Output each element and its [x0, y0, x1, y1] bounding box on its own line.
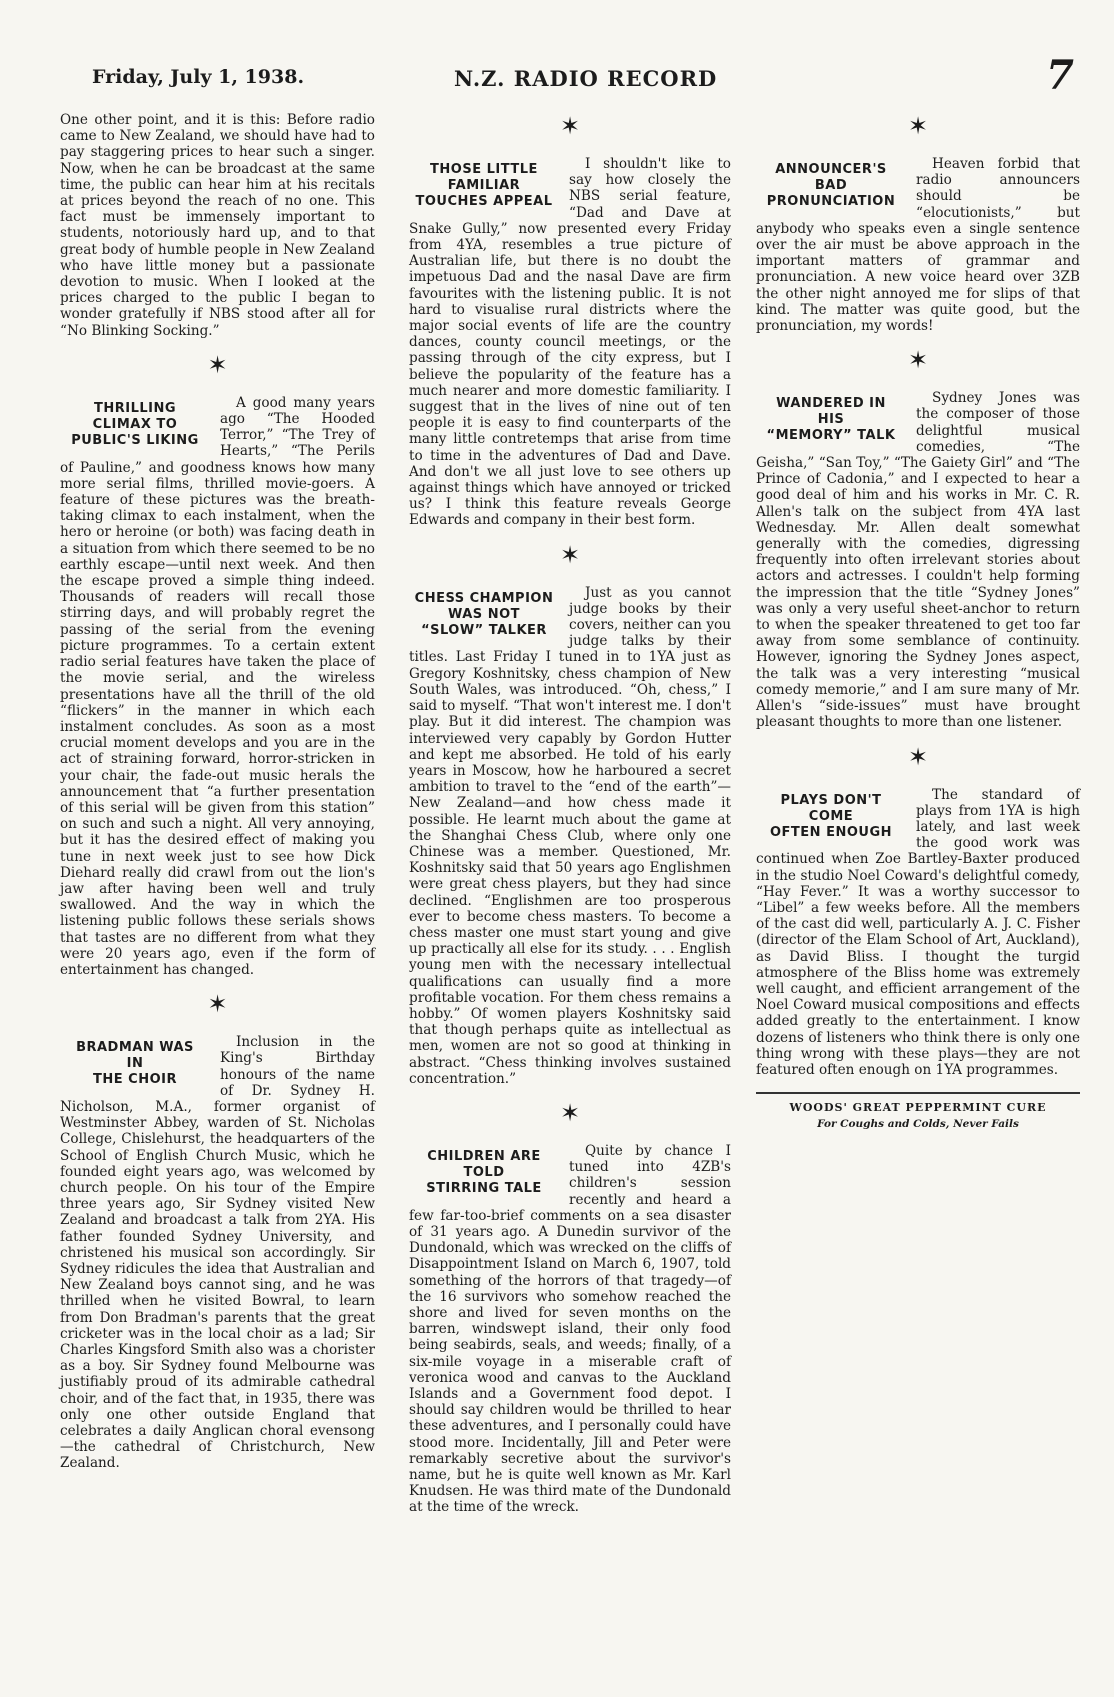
column-1 — [60, 112, 375, 1472]
issue-date: Friday, July 1, 1938. — [92, 66, 305, 88]
side-heading: WANDERED IN HIS “MEMORY” TALK — [766, 396, 896, 444]
star-divider-icon: ✶ — [559, 1098, 581, 1127]
article-body: One other point, and it is this: Before radio came to New Zealand, we should have had to pay staggering prices to hear such a singer. Now, when he can be broadcast at the same time, the public can hear him at his recitals at prices beyond the reach of no one. This fact must be immensely important to students, notoriously hard up, and to that great body of humble people in New Zealand who have little money but a passionate devotion to music. When I looked at the prices charged to the public I began to wonder gratefully if NBS stood after all for “No Blinking Socking.” — [60, 112, 375, 339]
star-divider-icon: ✶ — [907, 112, 929, 140]
article-announcer — [756, 156, 1080, 334]
column-3 — [756, 112, 1080, 1133]
star-divider-icon: ✶ — [207, 350, 228, 379]
publication-title: N.Z. RADIO RECORD — [454, 66, 718, 91]
article-dad-and-dave — [409, 156, 731, 529]
article-body: Heaven forbid that radio announcers should be “elocutionists,” but anybody who speaks even a single sentence over the air must be above approach in the important matters of grammar and pronunciation. A new voice heard over 3ZB the other night annoyed me for slips of that kind. The matter was quite good, but the pronunciation, my words! — [756, 156, 1080, 335]
column-2 — [409, 112, 731, 1516]
article-body: Sydney Jones was the composer of those delightful musical comedies, “The Geisha,” “San Toy,” “The Gaiety Girl” and “The Prince of Cadonia,” and I expected to hear a good deal of him and his works in Mr. C. R. Allen's talk on the subject from 4YA last Wednesday. Mr. Allen dealt somewhat generally with the comedies, digressing frequently into often irrelevant stories about actors and actresses. I couldn't help forming the impression that the title “Sydney Jones” was only a very useful sheet-anchor to return to when the speaker threatened to get too far away from some semblance of continuity. However, ignoring the Sydney Jones aspect, the talk was a very interesting “musical comedy memorie,” and I am sure many of Mr. Allen's “side-issues” must have brought pleasant thoughts to more than one listener. — [756, 390, 1080, 731]
star-divider-icon: ✶ — [559, 540, 581, 569]
article-body: Inclusion in the King's Birthday honours of the name of Dr. Sydney H. Nicholson, M.A., former organist of Westminster Abbey, warden of St. Nicholas College, Chislehurst, the headquarters of the School of English Church Music, which he founded eight years ago, was welcomed by church people. On his tour of the Empire three years ago, Sir Sydney visited New Zealand and broadcast a talk from 2YA. His father founded Sydney University, and christened his musical son accordingly. Sir Sydney ridicules the idea that Australian and New Zealand boys cannot sing, and he was thrilled when he visited Bowral, to learn from Don Bradman's parents that the great cricketer was in the local choir as a lad; Sir Charles Kingsford Smith also was a chorister as a boy. Sir Sydney found Melbourne was justifiably proud of its admirable cathedral choir, and of the fact that, in 1935, there was only one other outside England that celebrates a daily Anglican choral evensong—the cathedral of Christchurch, New Zealand. — [60, 1034, 375, 1472]
article-body: Quite by chance I tuned into 4ZB's children's session recently and heard a few far-too-brief comments on a sea disaster of 31 years ago. A Dunedin survivor of the Dundonald, which was wrecked on the cliffs of Disappointment Island on March 6, 1907, told something of the horrors of that tragedy—of the 16 survivors who somehow reached the shore and lived for seven months on the barren, windswept island, their only food being seabirds, seals, and weeds; finally, of a six-mile voyage in a miserable craft of veronica wood and canvas to the Auckland Islands and a Government food depot. I should say children would be thrilled to hear these adventures, and I personally could have stood more. Incidentally, Jill and Peter were remarkably secretive about the survivor's name, but he is quite well known as Mr. Karl Knudsen. He was third mate of the Dundonald at the time of the wreck. — [409, 1142, 731, 1516]
article-dundonald — [409, 1143, 731, 1516]
advert-tagline: For Coughs and Colds, Never Fails — [817, 1118, 1019, 1131]
article-body: The standard of plays from 1YA is high lately, and last week the good work was continued when Zoe Bartley-Baxter produced in the studio Noel Coward's delightful comedy, “Hay Fever.” It was a worthy successor to “Libel” a few weeks before. All the members of the cast did well, particularly A. J. C. Fisher (director of the Elam School of Art, Auckland), as David Bliss. I thought the turgid atmosphere of the Bliss home was extremely well caught, and efficient arrangement of the Noel Coward musical compositions and effects added greatly to the entertainment. I know dozens of listeners who think there is only one thing wrong with these plays—they are not featured often enough on 1YA programmes. — [756, 786, 1080, 1078]
article-body: A good many years ago “The Hooded Terror,” “The Trey of Hearts,” “The Perils of Pauline,” and goodness knows how many more serial films, thrilled movie-goers. A feature of these pictures was the breath-taking climax to each instalment, when the hero or heroine (or both) was facing death in a situation from which there seemed to be no earthly escape—until next week. And then the escape proved a simple thing indeed. Thousands of readers will recall those stirring days, and will probably regret the passing of the serial from the evening picture programmes. To a certain extent radio serial features have taken the place of the movie serial, and the wireless presentations have all the thrill of the old “flickers” in the manner in which each instalment concludes. As soon as a most crucial moment develops and you are in the act of straining forward, horror-stricken in your chair, the fade-out music herals the announcement that “a further presentation of this serial will be given from this station” on such and such a night. All very annoying, but it has the desired effect of making you tune in next week just to see how Dick Diehard really did crawl from out the lion's jaw after having been well and truly swallowed. And the way in which the listening public follows these serials shows that tastes are no different from what they were 20 years ago, even if the form of entertainment has changed. — [60, 394, 375, 978]
article-serials — [60, 395, 375, 978]
advert-title: WOODS' GREAT PEPPERMINT CURE — [789, 1101, 1047, 1115]
page-header — [0, 52, 1114, 100]
article-chess-champion — [409, 585, 731, 1087]
side-heading: PLAYS DON'T COME OFTEN ENOUGH — [769, 792, 892, 840]
article-opera-prices — [60, 112, 375, 339]
star-divider-icon: ✶ — [907, 346, 929, 375]
article-bradman-choir — [60, 1034, 375, 1471]
star-divider-icon: ✶ — [559, 112, 581, 140]
article-plays — [756, 787, 1080, 1079]
star-divider-icon: ✶ — [207, 990, 228, 1019]
article-body: Just as you cannot judge books by their covers, neither can you judge talks by their titles. Last Friday I tuned in to 1YA just as Gregory Koshnitsky, chess champion of New South Wales, was introduced. “Oh, chess,” I said to myself. “That won't interest me. I don't play. But it did interest. The champion was interviewed very capably by Gordon Hutter and kept me absorbed. He told of his early years in Moscow, how he harboured a secret ambition to travel to the “end of the earth”—New Zealand—and how chess made it possible. He learnt much about the game at the Shanghai Chess Club, where only one Chinese was a member. Questioned, Mr. Koshnitsky said that 50 years ago Englishmen were great chess players, but they had since declined. “Englishmen are too prosperous ever to become chess masters. To become a chess master one must start young and give up practically all else for its study. . . . English young men with the necessary intellectual qualifications can usually find a more profitable vocation. For them chess remains a hobby.” Of women players Koshnitsky said that though perhaps quite as intellectual as men, women are not so good at thinking in abstract. “Chess thinking involves sustained concentration.” — [409, 584, 731, 1087]
article-sydney-jones — [756, 390, 1080, 730]
side-heading: THRILLING CLIMAX TO PUBLIC'S LIKING — [71, 400, 199, 448]
article-body: I shouldn't like to say how closely the NBS serial feature, “Dad and Dave at Snake Gully,” now presented every Friday from 4YA, resembles a true picture of Australian life, but there is no doubt the impetuous Dad and the nasal Dave are firm favourites with the listening public. It is not hard to visualise rural districts where the major social events of life are the country dances, county council meetings, or the passing through of the city express, but I believe the popularity of the feature has a much nearer and more domestic familiarity. I suggest that in the lives of nine out of ten people it is easy to find counterparts of the many little contretemps that arise from time to time in the adventures of Dad and Dave. And don't we all just love to see others up against things which have annoyed or tricked us? I think this feature reveals George Edwards and company in their best form. — [409, 156, 731, 529]
side-heading: THOSE LITTLE FAMILIAR TOUCHES APPEAL — [415, 162, 553, 209]
side-heading: ANNOUNCER'S BAD PRONUNCIATION — [766, 162, 896, 209]
star-divider-icon: ✶ — [907, 742, 929, 771]
advertisement — [756, 1092, 1080, 1132]
side-heading: BRADMAN WAS IN THE CHOIR — [76, 1040, 194, 1088]
side-heading: CHESS CHAMPION WAS NOT “SLOW” TALKER — [414, 590, 554, 638]
page-number: 7 — [1046, 52, 1074, 99]
side-heading: CHILDREN ARE TOLD STIRRING TALE — [426, 1148, 542, 1196]
